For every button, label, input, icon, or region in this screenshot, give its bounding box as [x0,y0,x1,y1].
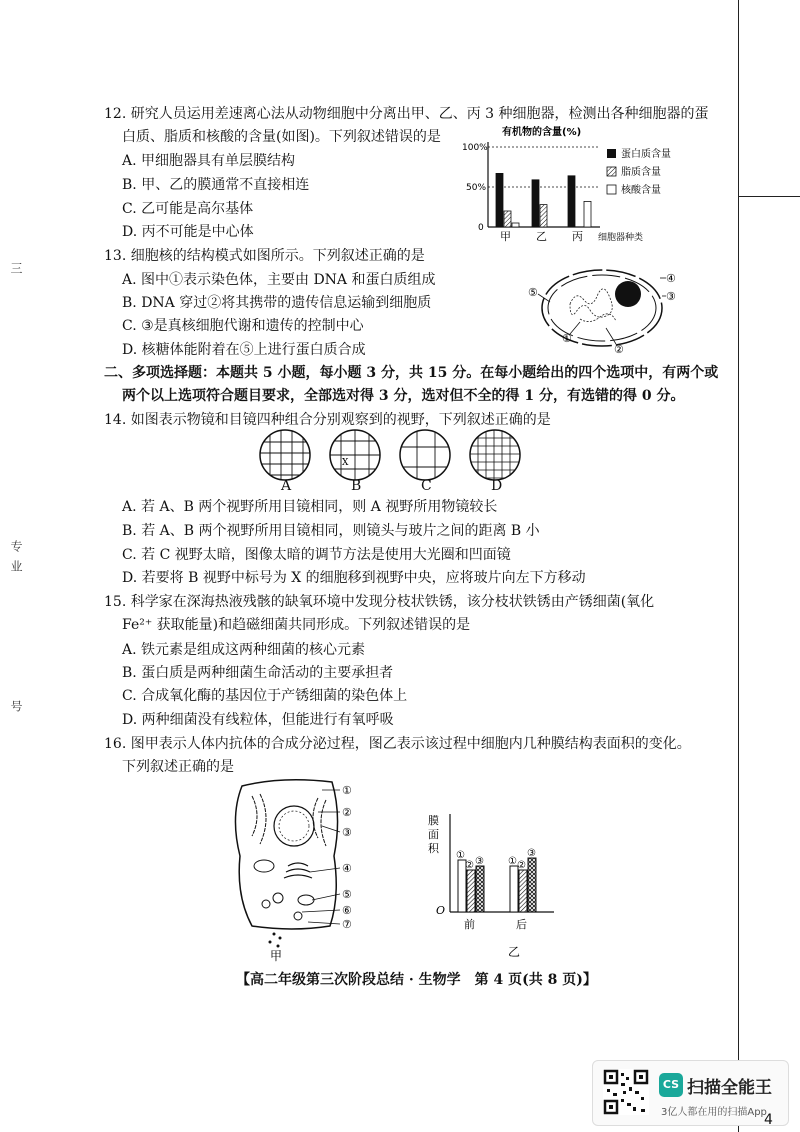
q16-stem-line2: 下列叙述正确的是 [122,759,234,775]
q12-option-c: C. 乙可能是高尔基体 [122,201,254,217]
chart-xlabel: 细胞器种类 [598,233,644,243]
q13-stem: 13. 细胞核的结构模式如图所示。下列叙述正确的是 [104,248,425,264]
q14-stem: 14. 如图表示物镜和目镜四种组合分别观察到的视野，下列叙述正确的是 [104,412,551,428]
q14-option-a: A. 若 A、B 两个视野所用目镜相同，则 A 视野所用物镜较长 [122,499,498,515]
fig-b-ylabel-3: 积 [428,842,439,855]
cell-membrane [235,780,337,929]
bar-乙-蛋白质含量 [532,180,539,227]
q14-option-b: B. 若 A、B 两个视野所用目镜相同，则镜头与玻片之间的距离 B 小 [122,523,540,539]
before-bar-3 [476,866,484,912]
bar-甲-蛋白质含量 [496,173,503,227]
fig-b-origin: O [436,904,446,917]
cs-logo-icon: CS [659,1073,683,1097]
before-bar-label-2: ② [465,860,474,871]
margin-mark: 三 [9,262,23,274]
view-c [400,430,450,480]
mitochondrion [254,860,274,872]
chart-tick-100: 100% [462,143,488,153]
q16-stem-line1: 16. 图甲表示人体内抗体的合成分泌过程，图乙表示该过程中细胞内几种膜结构表面积的变化。 [104,736,691,752]
q12-option-d: D. 丙不可能是中心体 [122,224,254,240]
legend-swatch-protein [607,149,616,158]
q15-stem-line2: Fe²⁺ 获取能量)和趋磁细菌共同形成。下列叙述错误的是 [122,617,471,633]
nucleus [274,806,314,846]
rough-er [252,794,326,846]
nucleolus [615,281,641,307]
margin-mark: 号 [9,700,23,712]
q13-option-d: D. 核糖体能附着在⑤上进行蛋白质合成 [122,342,366,358]
x-tick-label: 乙 [536,230,547,243]
view-b-x-mark: X [342,458,349,468]
qr-code-icon [603,1069,649,1115]
legend-nucleic: 核酸含量 [621,185,661,196]
x-tick-label: 丙 [572,230,583,243]
label-5: ⑤ [528,286,538,299]
label-4: ④ [666,272,676,285]
chromatin [570,289,616,322]
bar-甲-核酸含量 [512,223,519,227]
membrane-area-chart [420,808,570,958]
fig-a-label: 甲 [270,949,283,963]
view-d [470,430,520,480]
scanner-subtitle: 3亿人都在用的扫描App [661,1107,767,1118]
chart-tick-50: 50% [466,183,487,193]
label-1: ① [562,332,572,345]
q12-option-a: A. 甲细胞器具有单层膜结构 [122,153,296,169]
margin-line [738,0,739,1132]
after-bar-3 [528,858,536,912]
fig-b-group-before: 前 [464,918,475,931]
organelle-content-chart [440,122,700,247]
section2-title-line2: 两个以上选项符合题目要求，全部选对得 3 分，选对但不全的得 1 分，有选错的得 0 分。 [122,388,685,404]
view-c-label: C [421,478,432,494]
margin-mark: 业 [9,560,23,572]
q13-option-a: A. 图中①表示染色体，主要由 DNA 和蛋白质组成 [122,272,436,288]
label-2: ② [614,343,624,354]
before-bar-label-3: ③ [475,856,484,867]
after-bar-1 [510,866,518,912]
q14-option-c: C. 若 C 视野太暗，图像太暗的调节方法是使用大光圈和凹面镜 [122,547,511,563]
label-3: ③ [666,290,676,303]
cell-label-4: ④ [342,862,352,875]
fig-b-ylabel-2: 面 [428,828,439,841]
page-footer: 【高二年级第三次阶段总结 · 生物学 第 4 页(共 8 页)】 [236,972,597,988]
margin-mark: 专 [9,540,23,552]
after-bar-label-3: ③ [527,848,536,859]
margin-tick [738,196,800,197]
legend-lipid: 脂质含量 [621,167,661,178]
q15-option-d: D. 两种细菌没有线粒体，但能进行有氧呼吸 [122,712,394,728]
cell-label-2: ② [342,806,352,819]
vesicle [273,893,283,903]
golgi [284,863,312,878]
nucleus-diagram [520,264,690,354]
q14-option-d: D. 若要将 B 视野中标号为 X 的细胞移到视野中央，应将玻片向左下方移动 [122,570,586,586]
chart-tick-0: 0 [478,223,484,233]
x-tick-label: 甲 [500,230,511,243]
cell-label-5: ⑤ [342,888,352,901]
cell-label-3: ③ [342,826,352,839]
before-bar-2 [467,870,475,912]
cell-label-7: ⑦ [342,918,352,931]
bar-乙-脂质含量 [540,205,547,227]
cell-label-6: ⑥ [342,904,352,917]
before-bar-label-1: ① [456,850,465,861]
q13-option-b: B. DNA 穿过②将其携带的遗传信息运输到细胞质 [122,295,432,311]
view-a-label: A [281,478,292,494]
bar-甲-脂质含量 [504,211,511,227]
after-bar-label-2: ② [517,860,526,871]
view-b-label: B [351,478,362,494]
view-a [260,430,310,480]
bar-丙-核酸含量 [584,201,591,227]
bar-丙-蛋白质含量 [568,176,575,227]
fig-b-group-after: 后 [516,918,527,931]
cell-label-1: ① [342,784,352,797]
q15-option-a: A. 铁元素是组成这两种细菌的核心元素 [122,642,366,658]
legend-swatch-lipid [607,167,616,176]
nuclear-envelope-outer [542,270,662,346]
view-d-label: D [491,478,503,494]
legend-swatch-nucleic [607,185,616,194]
q12-option-b: B. 甲、乙的膜通常不直接相连 [122,177,310,193]
q13-option-c: C. ③是真核细胞代谢和遗传的控制中心 [122,318,364,334]
fig-b-ylabel-1: 膜 [428,814,439,827]
chart-ylabel: 有机物的含量(%) [502,127,582,138]
q12-stem-line1: 12. 研究人员运用差速离心法从动物细胞中分离出甲、乙、丙 3 种细胞器，检测出各种细胞器的蛋 [104,106,709,122]
secretory-cell-diagram [222,776,382,966]
after-bar-2 [519,870,527,912]
scanner-title: 扫描全能王 [687,1078,772,1098]
nucleus-inner [279,811,309,841]
page-number: 4 [764,1112,773,1128]
scanner-watermark [592,1060,789,1126]
q15-option-c: C. 合成氧化酶的基因位于产锈细菌的染色体上 [122,688,408,704]
q12-stem-line2: 白质、脂质和核酸的含量(如图)。下列叙述错误的是 [122,129,441,145]
after-bar-label-1: ① [508,856,517,867]
legend-protein: 蛋白质含量 [621,149,671,160]
section2-title-line1: 二、多项选择题：本题共 5 小题，每小题 3 分，共 15 分。在每小题给出的四个选项中，有两个或 [104,365,719,381]
q15-option-b: B. 蛋白质是两种细菌生命活动的主要承担者 [122,665,394,681]
q15-stem-line1: 15. 科学家在深海热液残骸的缺氧环境中发现分枝状铁锈，该分枝状铁锈由产锈细菌(氧化 [104,594,655,610]
fig-b-label: 乙 [508,945,521,958]
